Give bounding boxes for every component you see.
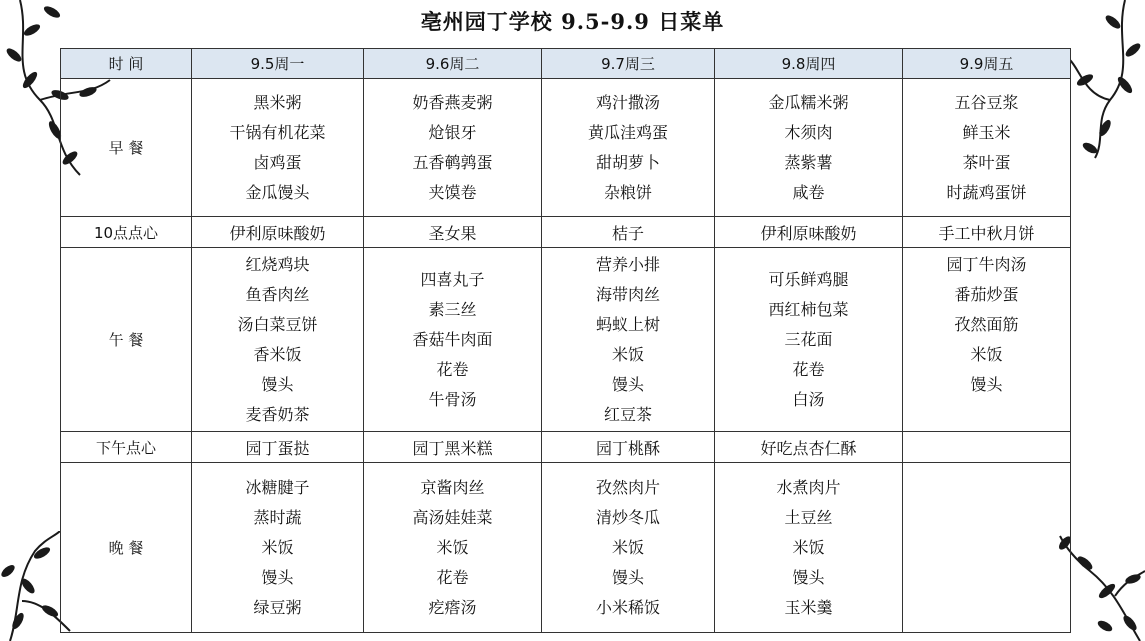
- snack10-row: [61, 217, 1071, 248]
- menu-item: 夹馍卷: [428, 182, 477, 202]
- menu-item: 炝银牙: [428, 122, 477, 142]
- menu-cell: [715, 463, 903, 633]
- menu-item: 馒头: [261, 374, 294, 394]
- menu-cell: 园丁黑米糕: [364, 432, 542, 463]
- menu-cell: [542, 79, 715, 217]
- menu-cell: 手工中秋月饼: [903, 217, 1071, 248]
- menu-item: 可乐鲜鸡腿: [768, 269, 849, 289]
- menu-item: 冰糖腱子: [245, 477, 310, 497]
- menu-item: 馒头: [611, 374, 644, 394]
- menu-item: 高汤娃娃菜: [412, 507, 493, 527]
- row-label-dinner: 晚 餐: [61, 463, 192, 633]
- menu-item: 清炒冬瓜: [595, 507, 660, 527]
- menu-item: 米饭: [970, 345, 1003, 364]
- menu-item: 黑米粥: [253, 92, 302, 112]
- menu-item: 园丁牛肉汤: [946, 255, 1027, 274]
- menu-item: 时蔬鸡蛋饼: [946, 182, 1027, 202]
- menu-item: 白汤: [792, 389, 825, 409]
- menu-cell: [903, 463, 1071, 633]
- day-header: 9.6周二: [364, 49, 542, 79]
- menu-item: 卤鸡蛋: [253, 152, 302, 172]
- menu-item: 奶香燕麦粥: [412, 92, 493, 112]
- menu-cell: [192, 463, 364, 633]
- menu-cell: 伊利原味酸奶: [192, 217, 364, 248]
- menu-item: 汤白菜豆饼: [237, 314, 318, 334]
- menu-item: 米饭: [261, 537, 294, 557]
- header-row: [61, 49, 1071, 79]
- menu-item: 米饭: [611, 537, 644, 557]
- menu-item: 馒头: [970, 375, 1003, 394]
- menu-item: 五香鹌鹑蛋: [412, 152, 493, 172]
- menu-cell: 园丁蛋挞: [192, 432, 364, 463]
- menu-item: 蒸时蔬: [253, 507, 302, 527]
- menu-item: 杂粮饼: [603, 182, 652, 202]
- menu-item: 鲜玉米: [962, 122, 1011, 142]
- menu-item: 京酱肉丝: [420, 477, 485, 497]
- menu-cell: [364, 463, 542, 633]
- menu-item: 花卷: [436, 359, 469, 379]
- row-label-breakfast: 早 餐: [61, 79, 192, 217]
- menu-cell: 桔子: [542, 217, 715, 248]
- menu-item: 番茄炒蛋: [954, 285, 1019, 304]
- menu-item: 土豆丝: [784, 507, 833, 527]
- menu-item: 孜然肉片: [595, 477, 660, 497]
- menu-item: 蒸紫薯: [784, 152, 833, 172]
- menu-item: 馒头: [261, 567, 294, 587]
- row-label-snack10: 10点点心: [61, 217, 192, 248]
- menu-item: 素三丝: [428, 299, 477, 319]
- menu-item: 孜然面筋: [954, 315, 1019, 334]
- menu-item: 茶叶蛋: [962, 152, 1011, 172]
- menu-item: 木须肉: [784, 122, 833, 142]
- day-header: 9.5周一: [192, 49, 364, 79]
- menu-item: 馒头: [611, 567, 644, 587]
- day-header: 9.9周五: [903, 49, 1071, 79]
- menu-item: 米饭: [436, 537, 469, 557]
- menu-cell: 好吃点杏仁酥: [715, 432, 903, 463]
- menu-cell: 圣女果: [364, 217, 542, 248]
- menu-cell: [542, 463, 715, 633]
- breakfast-row: [61, 79, 1071, 217]
- menu-item: 海带肉丝: [595, 284, 660, 304]
- menu-item: 蚂蚁上树: [595, 314, 660, 334]
- menu-cell: [903, 79, 1071, 217]
- menu-item: 麦香奶茶: [245, 404, 310, 424]
- menu-item: 营养小排: [595, 254, 660, 274]
- menu-item: 咸卷: [792, 182, 825, 202]
- menu-item: 米饭: [611, 344, 644, 364]
- menu-item: 黄瓜洼鸡蛋: [587, 122, 668, 142]
- menu-cell: [715, 248, 903, 432]
- menu-item: 红烧鸡块: [245, 254, 310, 274]
- row-label-afternoon-snack: 下午点心: [61, 432, 192, 463]
- menu-item: 四喜丸子: [420, 269, 485, 289]
- menu-cell: 园丁桃酥: [542, 432, 715, 463]
- page-title: 亳州园丁学校 9.5-9.9 日菜单: [420, 9, 725, 34]
- menu-item: 水煮肉片: [776, 477, 841, 497]
- menu-item: 西红柿包菜: [768, 299, 849, 319]
- menu-cell: [715, 79, 903, 217]
- afternoon-snack-row: [61, 432, 1071, 463]
- menu-item: 香菇牛肉面: [412, 329, 493, 349]
- row-label-lunch: 午 餐: [61, 248, 192, 432]
- menu-item: 牛骨汤: [428, 389, 477, 409]
- menu-item: 小米稀饭: [595, 597, 660, 617]
- menu-item: 疙瘩汤: [428, 597, 477, 617]
- menu-item: 金瓜糯米粥: [768, 92, 849, 112]
- day-header: 9.8周四: [715, 49, 903, 79]
- day-header: 9.7周三: [542, 49, 715, 79]
- menu-cell: [364, 79, 542, 217]
- menu-item: 花卷: [436, 567, 469, 587]
- menu-cell: 伊利原味酸奶: [715, 217, 903, 248]
- menu-cell: [903, 432, 1071, 463]
- menu-item: 玉米羹: [784, 597, 833, 617]
- menu-cell: [542, 248, 715, 432]
- menu-item: 三花面: [784, 329, 833, 349]
- menu-cell: [192, 248, 364, 432]
- menu-item: 红豆茶: [603, 404, 652, 424]
- menu-cell: [364, 248, 542, 432]
- menu-cell: [192, 79, 364, 217]
- menu-item: 绿豆粥: [253, 597, 302, 617]
- menu-item: 鱼香肉丝: [245, 284, 310, 304]
- menu-item: 金瓜馒头: [245, 182, 310, 202]
- menu-item: 馒头: [792, 567, 825, 587]
- menu-item: 干锅有机花菜: [229, 122, 326, 142]
- menu-item: 甜胡萝卜: [595, 152, 660, 172]
- time-header: 时 间: [61, 49, 192, 79]
- lunch-row: [61, 248, 1071, 432]
- menu-item: 花卷: [792, 359, 825, 379]
- weekly-menu-table: [60, 48, 1071, 633]
- menu-item: 五谷豆浆: [954, 92, 1019, 112]
- menu-item: 米饭: [792, 537, 825, 557]
- menu-item: 鸡汁撒汤: [595, 92, 660, 112]
- dinner-row: [61, 463, 1071, 633]
- menu-cell: [903, 248, 1071, 432]
- menu-item: 香米饭: [253, 344, 302, 364]
